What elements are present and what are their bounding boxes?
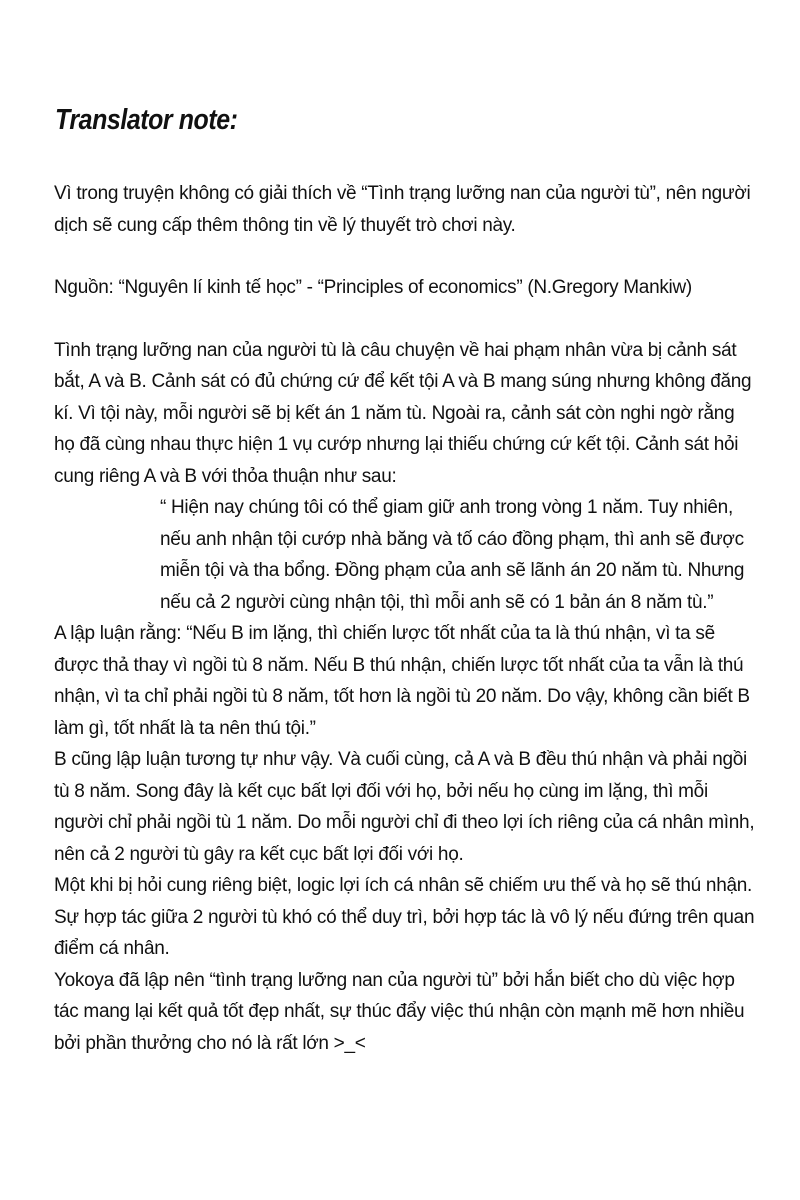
reasoning-a-paragraph: A lập luận rằng: “Nếu B im lặng, thì chiến lược tốt nhất của ta là thú nhận, vì ta sẽ được thả thay vì ngồi tù 8 năm. Nếu B thú nhận, chiến lược tốt nhất của ta vẫn là thú nhận, vì ta chỉ phải ngồi tù 8 năm, tốt hơn là ngồi tù 20 năm. Do vậy, không cần biết B làm gì, tốt nhất là ta nên thú tội.” [54, 623, 750, 739]
intro-paragraph: Vì trong truyện không có giải thích về “Tình trạng lưỡng nan của người tù”, nên người dịch sẽ cung cấp thêm thông tin về lý thuyết trò chơi này. [54, 183, 751, 236]
conclusion-paragraph: Yokoya đã lập nên “tình trạng lưỡng nan của người tù” bởi hắn biết cho dù việc hợp tác mang lại kết quả tốt đẹp nhất, sự thúc đẩy việc thú nhận còn mạnh mẽ hơn nhiều bởi phần thưởng cho nó là rất lớn >_< [54, 969, 745, 1054]
story-paragraph: Tình trạng lưỡng nan của người tù là câu chuyện về hai phạm nhân vừa bị cảnh sát bắt, A và B. Cảnh sát có đủ chứng cứ để kết tội A và B mang súng nhưng không đăng kí. Vì tội này, mỗi người sẽ bị kết án 1 năm tù. Ngoài ra, cảnh sát còn nghi ngờ rằng họ đã cùng nhau thực hiện 1 vụ cướp nhưng lại thiếu chứng cứ kết tội. Cảnh sát hỏi cung riêng A và B với thỏa thuận như sau: [54, 339, 752, 487]
police-quote: “ Hiện nay chúng tôi có thể giam giữ anh trong vòng 1 năm. Tuy nhiên, nếu anh nhận tội cướp nhà băng và tố cáo đồng phạm, thì anh sẽ được miễn tội và tha bổng. Đồng phạm của anh sẽ lãnh án 20 năm tù. Nhưng nếu cả 2 người cùng nhận tội, thì mỗi anh sẽ có 1 bản án 8 năm tù.” [160, 497, 745, 613]
note-title: Translator note: [55, 104, 238, 136]
reasoning-b-paragraph: B cũng lập luận tương tự như vậy. Và cuối cùng, cả A và B đều thú nhận và phải ngồi tù 8 năm. Song đây là kết cục bất lợi đối với họ, bởi nếu họ cùng im lặng, thì mỗi người chỉ phải ngồi tù 1 năm. Do mỗi người chỉ đi theo lợi ích riêng của cá nhân mình, nên cả 2 người tù gây ra kết cục bất lợi đối với họ. [54, 749, 755, 865]
note-body [54, 178, 759, 1059]
source-paragraph: Nguồn: “Nguyên lí kinh tế học” - “Principles of economics” (N.Gregory Mankiw) [54, 277, 692, 298]
logic-paragraph: Một khi bị hỏi cung riêng biệt, logic lợi ích cá nhân sẽ chiếm ưu thế và họ sẽ thú nhận. Sự hợp tác giữa 2 người tù khó có thể duy trì, bởi hợp tác là vô lý nếu đứng trên quan điểm cá nhân. [54, 875, 755, 959]
